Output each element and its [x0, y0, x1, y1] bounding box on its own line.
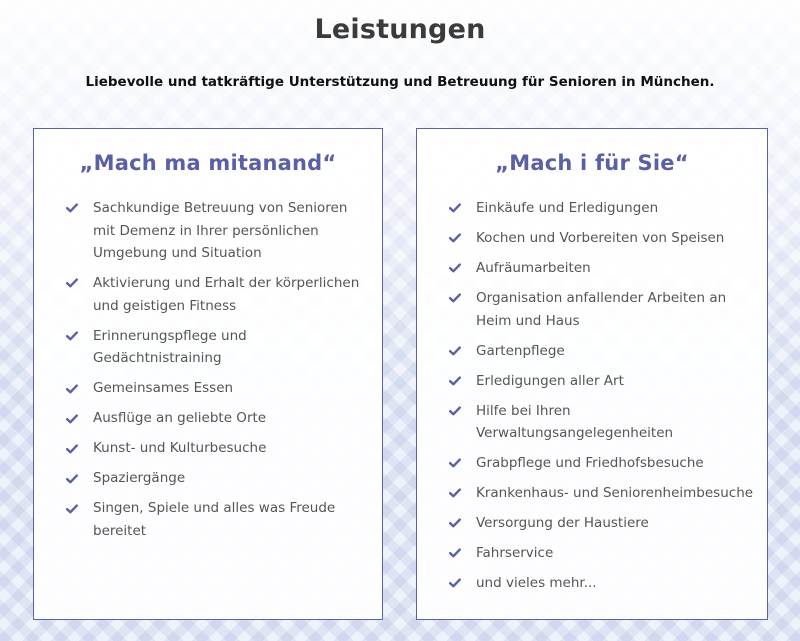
service-list-item	[64, 437, 370, 460]
service-item-text: Versorgung der Haustiere	[476, 515, 649, 532]
service-list-item	[447, 287, 755, 332]
check-icon	[449, 482, 463, 505]
check-icon	[449, 572, 463, 595]
service-list-item	[64, 325, 370, 370]
check-icon	[66, 497, 80, 520]
check-icon	[449, 452, 463, 475]
check-icon	[66, 325, 80, 348]
service-list-item	[447, 227, 755, 250]
service-item-text: Aufräumarbeiten	[476, 259, 591, 276]
check-icon	[449, 512, 463, 535]
check-icon	[449, 542, 463, 565]
check-icon	[66, 467, 80, 490]
service-list-item	[447, 400, 755, 445]
service-item-text: Fahrservice	[476, 545, 554, 562]
page-subtitle: Liebevolle und tatkräftige Unterstützung und Betreuung für Senioren in München.	[85, 74, 715, 90]
service-item-text: Gartenpflege	[476, 342, 565, 359]
service-list	[417, 197, 767, 595]
service-list-item	[64, 272, 370, 317]
check-icon	[66, 407, 80, 430]
service-list-item	[447, 340, 755, 363]
service-list-item	[64, 497, 370, 542]
check-icon	[449, 370, 463, 393]
card-title: „Mach ma mitanand“	[79, 151, 337, 175]
check-icon	[449, 340, 463, 363]
service-item-text: und vieles mehr...	[476, 575, 597, 592]
service-item-text: Spaziergänge	[93, 470, 186, 487]
service-list-item	[64, 377, 370, 400]
service-item-text: Kunst- und Kulturbesuche	[93, 440, 267, 457]
service-list-item	[64, 197, 370, 265]
service-list	[34, 197, 382, 542]
service-item-text: Gemeinsames Essen	[93, 380, 234, 397]
service-item-text: Grabpflege und Friedhofsbesuche	[476, 455, 704, 472]
check-icon	[449, 227, 463, 250]
check-icon	[449, 197, 463, 220]
service-list-item	[447, 572, 755, 595]
service-item-text: Kochen und Vorbereiten von Speisen	[476, 229, 725, 246]
service-item-text: Organisation anfallender Arbeiten an Heim und Haus	[476, 289, 727, 329]
service-item-text: Aktivierung und Erhalt der körperlichen und geistigen Fitness	[93, 275, 360, 314]
check-icon	[66, 197, 80, 220]
service-list-item	[64, 467, 370, 490]
check-icon	[66, 272, 80, 295]
service-item-text: Sachkundige Betreuung von Senioren mit Demenz in Ihrer persönlichen Umgebung und Situation	[93, 200, 348, 262]
service-list-item	[447, 542, 755, 565]
service-list-item	[447, 452, 755, 475]
check-icon	[66, 437, 80, 460]
service-list-item	[447, 370, 755, 393]
service-list-item	[447, 257, 755, 280]
service-list-item	[447, 482, 755, 505]
service-list-item	[64, 407, 370, 430]
check-icon	[449, 400, 463, 423]
service-item-text: Erledigungen aller Art	[476, 372, 624, 389]
card-title: „Mach i für Sie“	[495, 151, 689, 175]
service-item-text: Ausflüge an geliebte Orte	[93, 410, 267, 427]
service-item-text: Krankenhaus- und Seniorenheimbesuche	[476, 485, 754, 502]
service-list-item	[447, 197, 755, 220]
page-title: Leistungen	[314, 14, 486, 45]
check-icon	[66, 377, 80, 400]
check-icon	[449, 287, 463, 310]
service-item-text: Singen, Spiele und alles was Freude bereitet	[93, 500, 336, 539]
check-icon	[449, 257, 463, 280]
services-card-mitanand	[33, 128, 383, 620]
service-item-text: Erinnerungspflege und Gedächtnistraining	[93, 327, 247, 367]
services-card-fuer-sie	[416, 128, 768, 620]
service-item-text: Hilfe bei Ihren Verwaltungsangelegenheiten	[476, 402, 674, 442]
service-item-text: Einkäufe und Erledigungen	[476, 200, 659, 216]
service-list-item	[447, 512, 755, 535]
